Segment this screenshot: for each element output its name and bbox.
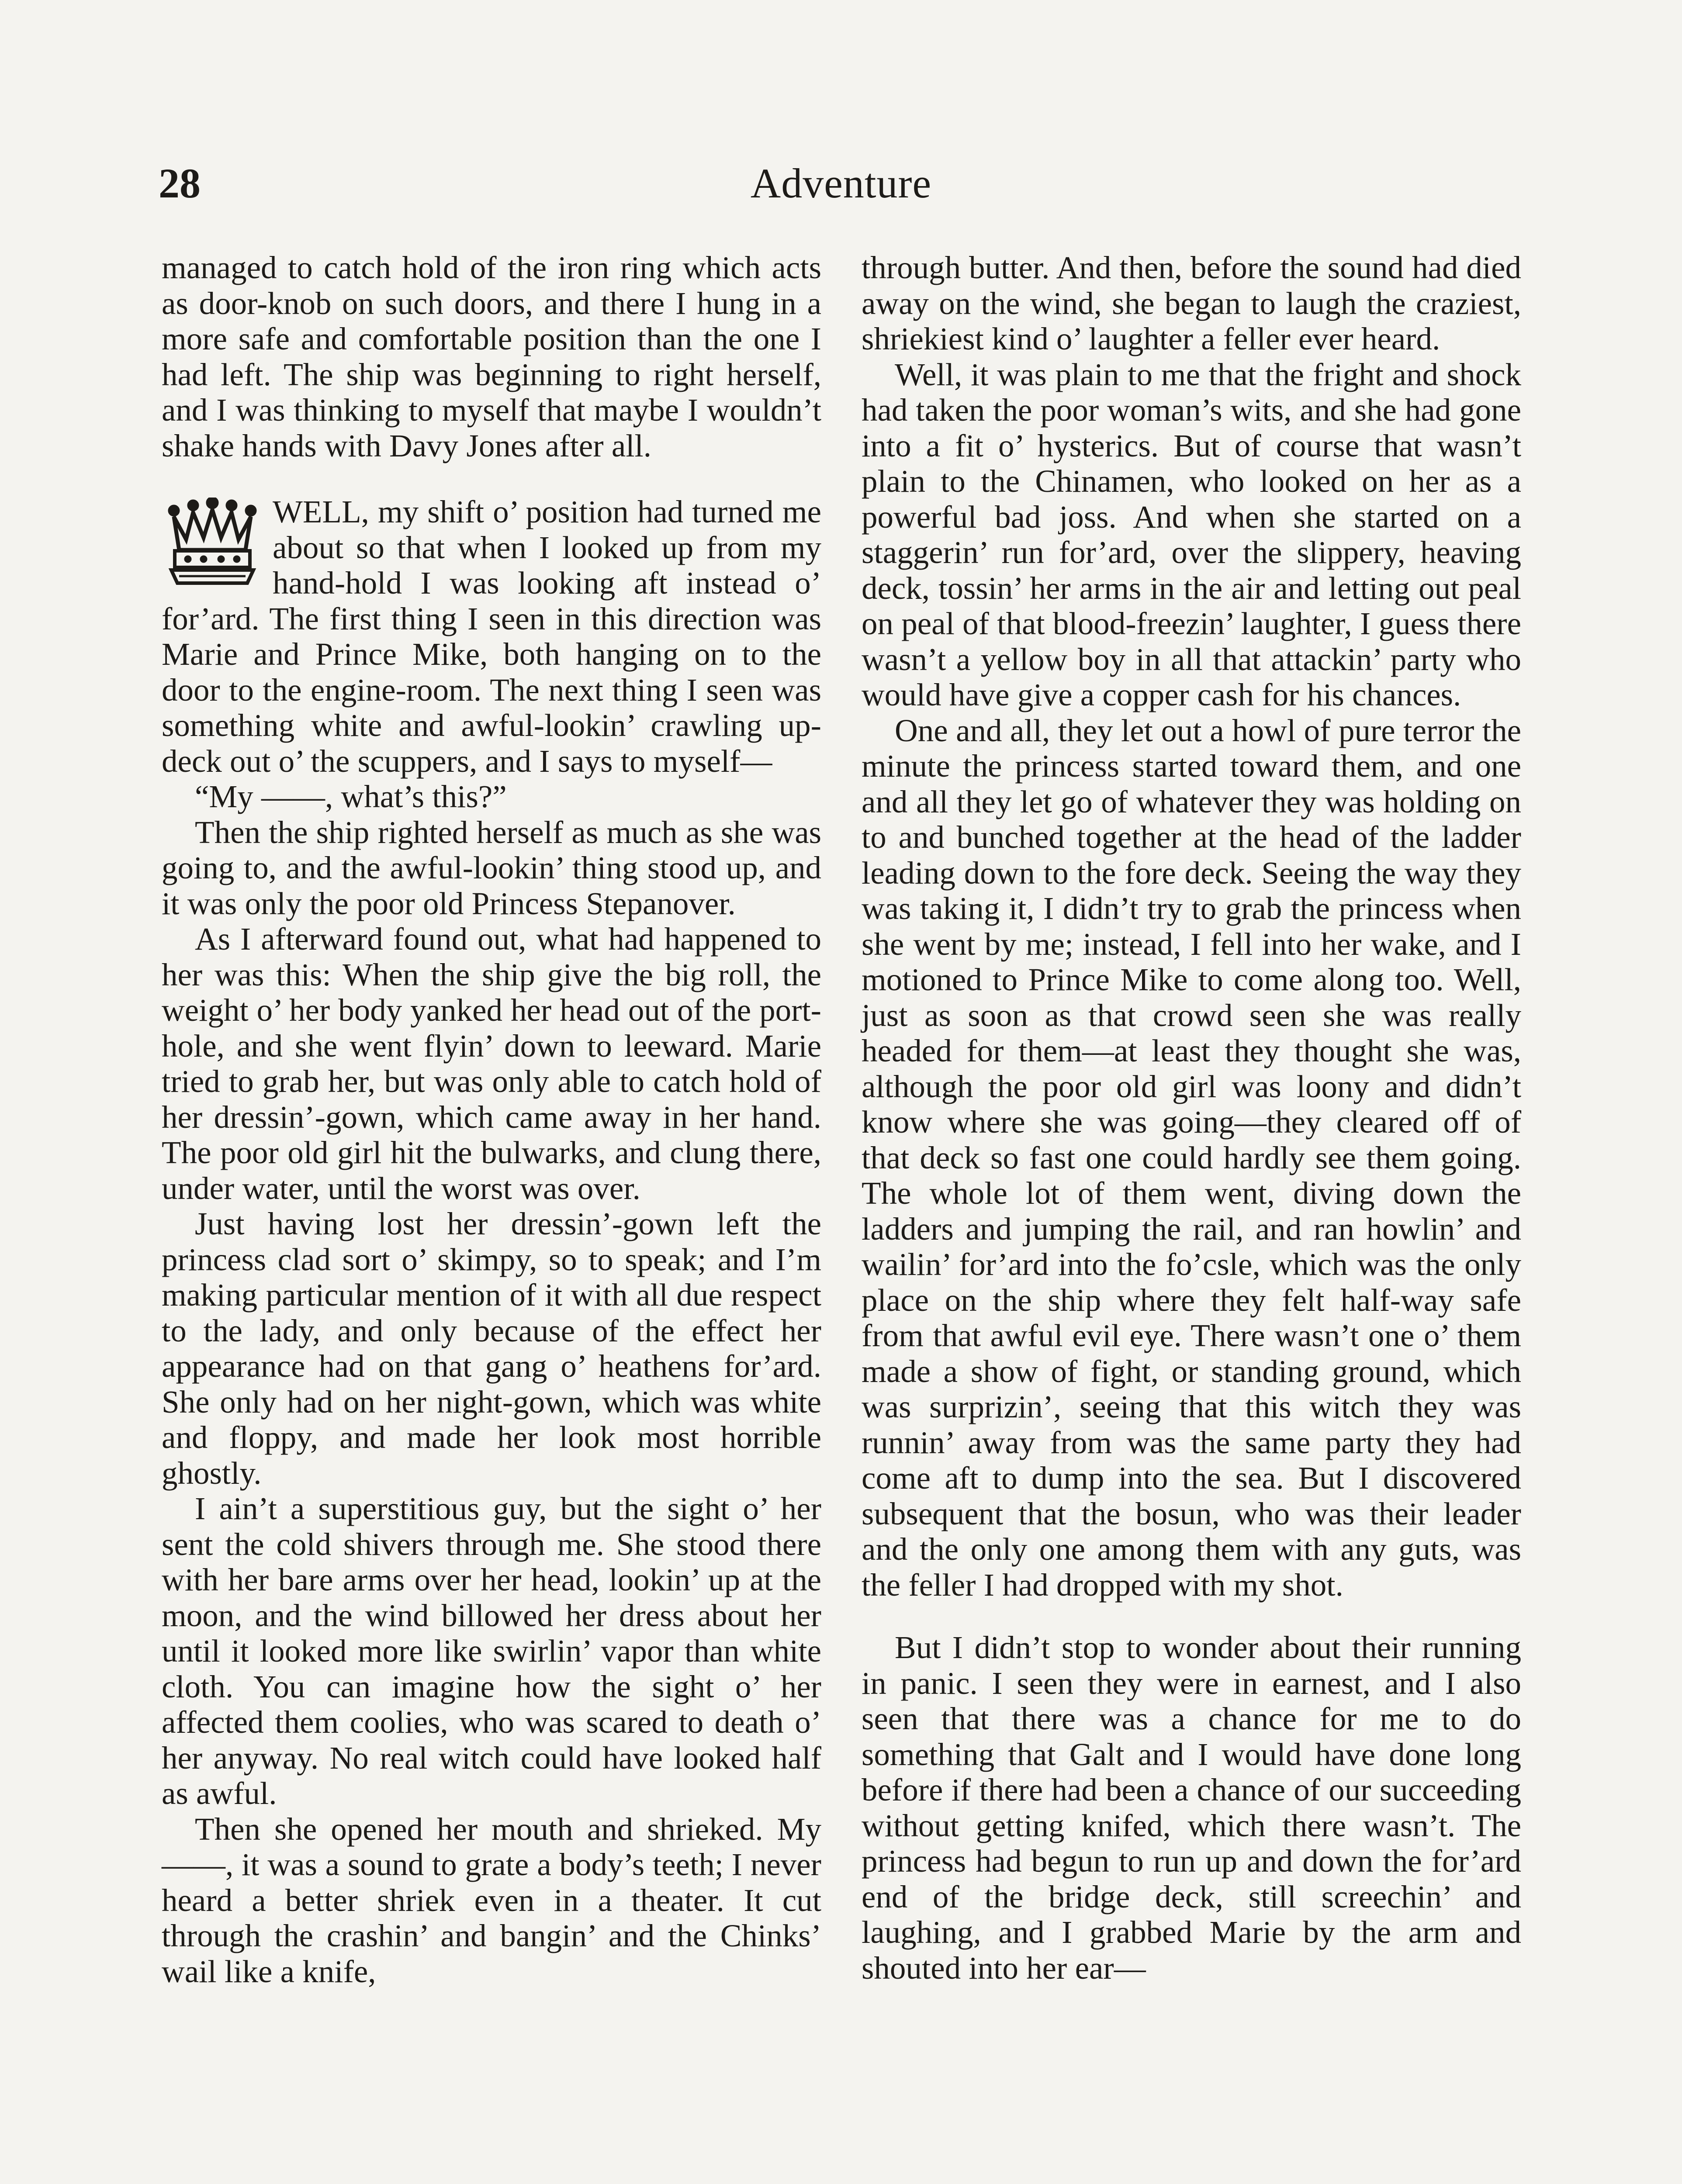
paragraph: I ain’t a superstitious guy, but the sight o’ her sent the cold shivers through me. She stood there with her bare arms over her head, lookin’ up at the moon, and the wind billowed her dress about her until it looked more like swirlin’ vapor than white cloth. You can imagine how the sight o’ her affected them coolies, who was scared to death o’ her anyway. No real witch could have looked half as awful. <box>162 1491 821 1811</box>
paragraph: As I afterward found out, what had happened to her was this: When the ship give the big roll, the weight o’ her body yanked her head out of the port-hole, and she went flyin’ down to leeward. Marie tried to grab her, but was only able to catch hold of her dressin’-gown, which came away in her hand. The poor old girl hit the bulwarks, and clung there, under water, until the worst was over. <box>162 921 821 1206</box>
paragraph: Just having lost her dressin’-gown left the princess clad sort o’ skimpy, so to speak; and I’m making particular mention of it with all due respect to the lady, and only because of the effect her appearance had on that gang o’ heathens for’ard. She only had on her night-gown, which was white and floppy, and made her look most horrible ghostly. <box>162 1206 821 1491</box>
paragraph: managed to catch hold of the iron ring which acts as door-knob on such doors, and there I hung in a more safe and comfortable position than the one I had left. The ship was beginning to right herself, and I was thinking to myself that maybe I wouldn’t shake hands with Davy Jones after all. <box>162 250 821 463</box>
paragraph: Then she opened her mouth and shrieked. My ——, it was a sound to grate a body’s teeth; I never heard a better shriek even in a theater. It cut through the crashin’ and bangin’ and the Chinks’ wail like a knife, <box>162 1811 821 1989</box>
paragraph: Well, it was plain to me that the fright and shock had taken the poor woman’s wits, and she had gone into a fit o’ hysterics. But of course that wasn’t plain to the Chinamen, who looked on her as a powerful bad joss. And when she started on a staggerin’ run for’ard, over the slippery, heaving deck, tossin’ her arms in the air and letting out peal on peal of that blood-freezin’ laughter, I guess there wasn’t a yellow boy in all that attackin’ party who would have give a copper cash for his chances. <box>862 356 1521 712</box>
section-opening-paragraph <box>162 494 821 779</box>
right-column <box>862 250 1521 1986</box>
left-column <box>162 250 821 1989</box>
paragraph: Then the ship righted herself as much as she was going to, and the awful-lookin’ thing stood up, and it was only the poor old Princess Stepanover. <box>162 814 821 921</box>
paragraph: “My ——, what’s this?” <box>195 779 507 814</box>
crown-icon <box>162 498 263 594</box>
paragraph: But I didn’t stop to wonder about their running in panic. I seen they were in earnest, and I also seen that there was a chance for me to do something that Galt and I would have done long before if there had been a chance of our succeeding without getting knifed, which there wasn’t. The princess had begun to run up and down the for’ard end of the bridge deck, still screechin’ and laughing, and I grabbed Marie by the arm and shouted into her ear— <box>862 1630 1521 1986</box>
paragraph: One and all, they let out a howl of pure terror the minute the princess started toward them, and one and all they let go of whatever they was holding on to and bunched together at the head of the ladder leading down to the fore deck. Seeing the way they was taking it, I didn’t try to grab the princess when she went by me; instead, I fell into her wake, and I motioned to Prince Mike to come along too. Well, just as soon as that crowd seen she was really headed for them—at least they thought she was, although the poor old girl was loony and didn’t know where she was going—they cleared off of that deck so fast one could hardly see them going. The whole lot of them went, diving down the ladders and jumping the rail, and ran howlin’ and wailin’ for’ard into the fo’csle, which was the only place on the ship where they felt half-way safe from that awful evil eye. There wasn’t one o’ them made a show of fight, or standing ground, which was surprizin’, seeing that this witch they was runnin’ away from was the same party they had come aft to dump into the sea. But I discovered subsequent that the bosun, who was their leader and the only one among them with any guts, was the feller I had dropped with my shot. <box>862 712 1521 1603</box>
paragraph: through butter. And then, before the sound had died away on the wind, she began to laugh the craziest, shriekiest kind o’ laughter a feller ever heard. <box>862 250 1521 356</box>
magazine-title: Adventure <box>750 160 932 207</box>
page-number: 28 <box>159 160 201 207</box>
paragraph-text: WELL, my shift o’ position had turned me about so that when I looked up from my hand-hold I was looking aft instead o’ for’ard. The first thing I seen in this direction was Marie and Prince Mike, both hanging on to the door to the engine-room. The next thing I seen was something white and awful-lookin’ crawling up-deck out o’ the scuppers, and I says to myself— <box>162 494 821 779</box>
